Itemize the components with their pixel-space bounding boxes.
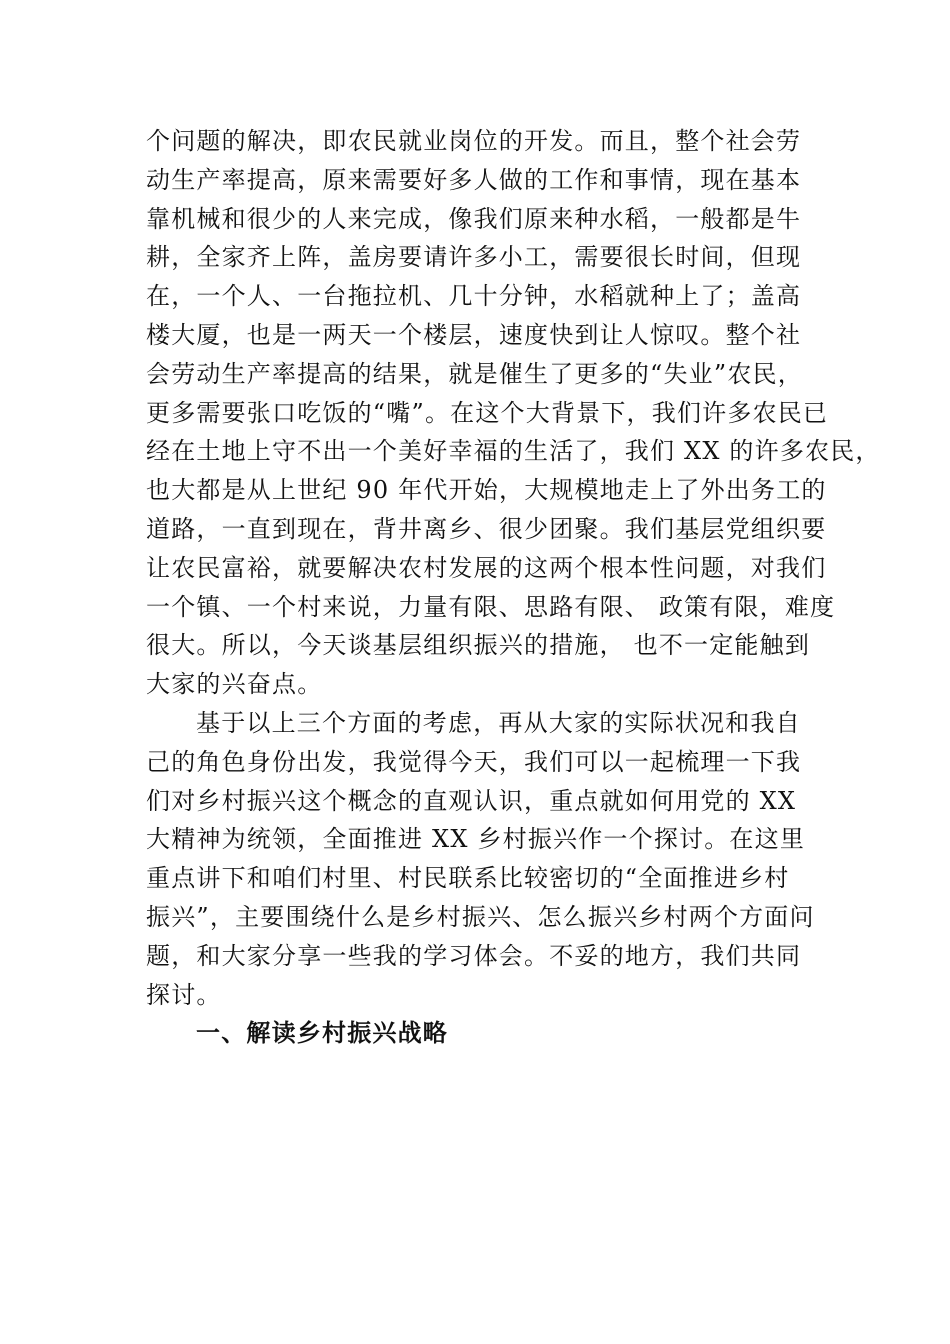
text-line: 会劳动生产率提高的结果，就是催生了更多的“失业”农民， xyxy=(146,359,803,388)
text-line: 大家的兴奋点。 xyxy=(146,670,323,699)
text-line: 靠机械和很少的人来完成，像我们原来种水稻，一般都是牛 xyxy=(146,204,802,233)
paragraph-start-line: 基于以上三个方面的考虑，再从大家的实际状况和我自 xyxy=(196,708,801,737)
text-line: 道路，一直到现在，背井离乡、很少团聚。我们基层党组织要 xyxy=(146,514,827,543)
document-body xyxy=(146,122,881,1053)
text-line: 动生产率提高，原来需要好多人做的工作和事情，现在基本 xyxy=(146,165,802,194)
text-line: 更多需要张口吃饭的“嘴”。在这个大背景下，我们许多农民已 xyxy=(146,398,829,427)
text-line: 楼大厦，也是一两天一个楼层，速度快到让人惊叹。整个社 xyxy=(146,320,802,349)
text-line: 很大。所以，今天谈基层组织振兴的措施， 也不一定能触到 xyxy=(146,631,811,660)
section-heading: 一、解读乡村振兴战略 xyxy=(196,1018,448,1048)
text-line: 题，和大家分享一些我的学习体会。不妥的地方，我们共同 xyxy=(146,941,802,970)
text-line: 振兴”，主要围绕什么是乡村振兴、怎么振兴乡村两个方面问 xyxy=(146,902,815,931)
text-line: 在，一个人、一台拖拉机、几十分钟，水稻就种上了；盖高 xyxy=(146,282,802,311)
text-line: 耕，全家齐上阵，盖房要请许多小工，需要很长时间，但现 xyxy=(146,243,802,272)
text-line: 探讨。 xyxy=(146,980,222,1009)
text-line: 让农民富裕，就要解决农村发展的这两个根本性问题，对我们 xyxy=(146,553,827,582)
text-line: 个问题的解决，即农民就业岗位的开发。而且，整个社会劳 xyxy=(146,127,802,155)
text-line: 也大都是从上世纪 90 年代开始，大规模地走上了外出务工的 xyxy=(146,476,827,505)
text-line: 重点讲下和咱们村里、村民联系比较密切的“全面推进乡村 xyxy=(146,864,790,893)
text-line: 们对乡村振兴这个概念的直观认识，重点就如何用党的 XX xyxy=(146,786,797,815)
text-line: 大精神为统领，全面推进 XX 乡村振兴作一个探讨。在这里 xyxy=(146,825,806,854)
text-line: 一个镇、一个村来说，力量有限、思路有限、 政策有限，难度 xyxy=(146,592,836,621)
text-line: 己的角色身份出发，我觉得今天，我们可以一起梳理一下我 xyxy=(146,747,802,776)
text-line: 经在土地上守不出一个美好幸福的生活了，我们 XX 的许多农民， xyxy=(146,437,881,466)
